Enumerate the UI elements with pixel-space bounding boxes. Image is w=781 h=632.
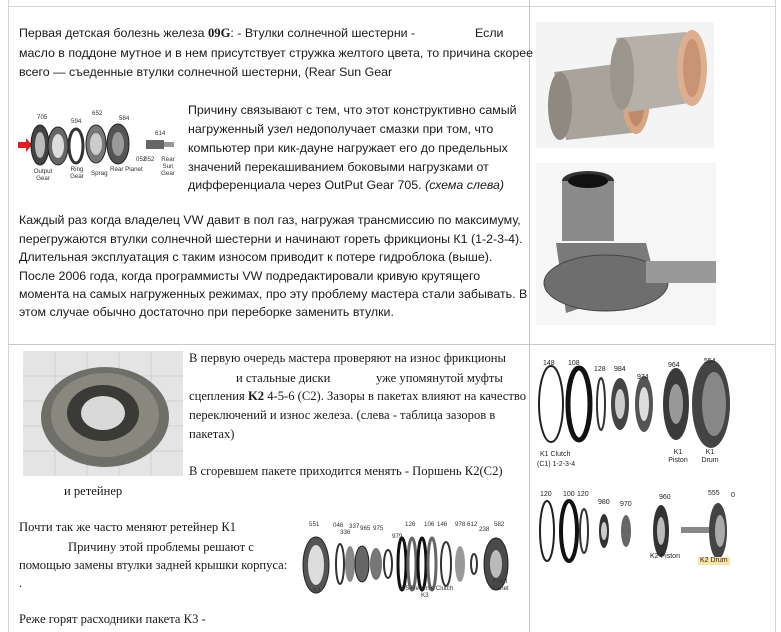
body-line-6: этом случае обычно достаточно при переборке заменить втулки. bbox=[19, 305, 394, 319]
k2-number-980: 980 bbox=[598, 499, 610, 506]
section2-p3-line-2: Причину этой проблемы решают с bbox=[68, 540, 254, 554]
table-border-right bbox=[775, 0, 776, 632]
table-column-divider bbox=[529, 0, 530, 632]
body-line-3: Длительная эксплуатация с таким износом приводит к потере гидроблока (выше). bbox=[19, 250, 493, 264]
k3-number-612: 612 bbox=[467, 521, 478, 528]
diagram-label-output-gear: Output Gear bbox=[33, 168, 53, 182]
k2-clutch-diagram bbox=[536, 495, 761, 565]
k3-label-front-planet: Front Planet bbox=[491, 578, 509, 592]
diagram-label-052-left: 052 bbox=[136, 156, 147, 163]
k3-number-551: 551 bbox=[309, 521, 320, 528]
cause-line-2: нагруженный узел недополучает смазки при том, что bbox=[188, 122, 494, 136]
section2-p1-line-2a: и стальные диски bbox=[236, 371, 331, 385]
k2-number-120b: 120 bbox=[577, 491, 589, 498]
intro-line-3: всего — съеденные втулки солнечной шестерни, (Rear Sun Gear bbox=[19, 65, 393, 79]
k1-label-c1: (C1) 1-2-3-4 bbox=[537, 461, 576, 468]
k3-label-k3-left: K3 bbox=[313, 587, 321, 594]
k2-label-piston: K2 Piston bbox=[650, 553, 680, 560]
section2-p1-line-5: пакетах) bbox=[189, 427, 235, 441]
section2-p2-line-2: и ретейнер bbox=[64, 484, 123, 498]
k1-number-148: 148 bbox=[543, 360, 555, 367]
body-line-4: После 2006 года, когда программисты VW подредактировали кривую крутящего bbox=[19, 269, 481, 283]
diagram-number-052: 052 bbox=[144, 156, 155, 163]
intro-line-1: Первая детская болезнь железа 09G: - Втулки солнечной шестерни - bbox=[19, 26, 416, 40]
k1-number-128: 128 bbox=[594, 366, 606, 373]
section2-p3-line-4: . bbox=[19, 576, 23, 590]
k3-number-582: 582 bbox=[494, 521, 505, 528]
k2-number-100: 100 bbox=[563, 491, 575, 498]
k3-number-146: 146 bbox=[437, 521, 448, 528]
k3-number-979: 979 bbox=[392, 533, 403, 540]
diagram-number-652: 652 bbox=[92, 110, 103, 117]
diagram-number-705: 705 bbox=[37, 114, 48, 121]
cause-line-3: компьютер при кик-дауне нагружает его до предельных bbox=[188, 141, 508, 155]
section2-p4: Реже горят расходники пакета К3 - bbox=[19, 612, 206, 626]
k3-number-106: 106 bbox=[424, 521, 435, 528]
k2-number-120a: 120 bbox=[540, 491, 552, 498]
gear-shaft-photo bbox=[536, 163, 716, 325]
k3-number-965: 965 bbox=[360, 525, 371, 532]
k3-number-238: 238 bbox=[479, 526, 490, 533]
body-line-5: момента на самых нагруженных режимах, про эту проблему мастера стали забывать. В bbox=[19, 287, 528, 301]
cause-line-5: дифференциала через OutPut Gear 705. (схема слева) bbox=[188, 178, 505, 192]
k1-number-554: 554 bbox=[704, 358, 716, 365]
k2-number-970: 970 bbox=[620, 501, 632, 508]
table-border-left bbox=[8, 0, 9, 632]
k2-number-960: 960 bbox=[659, 494, 671, 501]
section2-p1-line-2b: уже упомянутой муфты bbox=[376, 371, 503, 385]
k3-number-978: 978 bbox=[455, 521, 466, 528]
table-row-divider bbox=[8, 344, 775, 345]
bushings-photo bbox=[536, 22, 714, 148]
red-arrow-icon bbox=[18, 138, 32, 152]
cause-line-4: значений перекашиванием боковыми нагрузками от bbox=[188, 160, 489, 174]
diagram-label-rear-planet: Rear Planet bbox=[110, 166, 143, 173]
k3-number-975: 975 bbox=[373, 525, 384, 532]
k3-number-337: 337 bbox=[349, 523, 360, 530]
section2-p3-line-3: помощью замены втулки задней крышки корпуса: bbox=[19, 558, 288, 572]
diagram-number-614: 614 bbox=[155, 130, 166, 137]
k1-label-drum: K1 Drum bbox=[701, 449, 719, 464]
k3-number-126: 126 bbox=[405, 521, 416, 528]
diagram-label-ring-gear: Ring Gear bbox=[70, 166, 84, 180]
diagram-label-rear-sun-gear: Rear Sun Gear bbox=[161, 156, 175, 177]
diagram-number-594: 594 bbox=[71, 118, 82, 125]
diagram-label-sprag: Sprag bbox=[91, 170, 108, 177]
k1-label-piston: K1 Piston bbox=[668, 449, 688, 464]
table-border-top bbox=[8, 6, 775, 7]
diagram-number-584: 584 bbox=[119, 115, 130, 122]
section2-p2-line-1: В сгоревшем пакете приходится менять - Поршень К2(С2) bbox=[189, 464, 503, 478]
intro-line-2: масло в поддоне мутное и в нем присутствует стружка желтого цвета, то причина скорее bbox=[19, 46, 534, 60]
k1-number-984: 984 bbox=[614, 366, 626, 373]
section2-p1-line-4: переключений и износ железа. (слева - таблица зазоров в bbox=[189, 408, 496, 422]
k1-number-974: 974 bbox=[637, 374, 649, 381]
k1-label-clutch: K1 Clutch bbox=[540, 451, 571, 458]
section2-p1-line-3: сцепления K2 4-5-6 (C2). Зазоры в пакетах влияют на качество bbox=[189, 389, 527, 403]
k1-number-964: 964 bbox=[668, 362, 680, 369]
body-line-2: перегружаются втулки солнечной шестерни и начинают гореть фрикционы К1 (1-2-3-4). bbox=[19, 232, 523, 246]
k3-number-336: 336 bbox=[340, 529, 351, 536]
k3-label-reverse-clutch: 3-5-Reverse Clutch bbox=[400, 585, 454, 592]
k2-label-drum: K2 Drum bbox=[700, 557, 728, 564]
k3-label-k3-bottom: K3 bbox=[421, 592, 429, 599]
body-line-1: Каждый раз когда владелец VW давит в пол газ, нагружая трансмиссию по максимуму, bbox=[19, 213, 521, 227]
k2-number-555: 555 bbox=[708, 490, 720, 497]
k3-number-046: 046 bbox=[333, 522, 344, 529]
k2-piston-retainer-photo bbox=[23, 351, 183, 476]
k2-number-0: 0 bbox=[731, 492, 735, 499]
cause-line-1: Причину связывают с тем, что этот конструктивно самый bbox=[188, 103, 517, 117]
section2-p1-line-1: В первую очередь мастера проверяют на износ фрикционы bbox=[189, 351, 507, 365]
intro-line-1-tail: Если bbox=[475, 26, 504, 40]
section2-p3-line-1: Почти так же часто меняют ретейнер К1 bbox=[19, 520, 237, 534]
k1-number-108: 108 bbox=[568, 360, 580, 367]
